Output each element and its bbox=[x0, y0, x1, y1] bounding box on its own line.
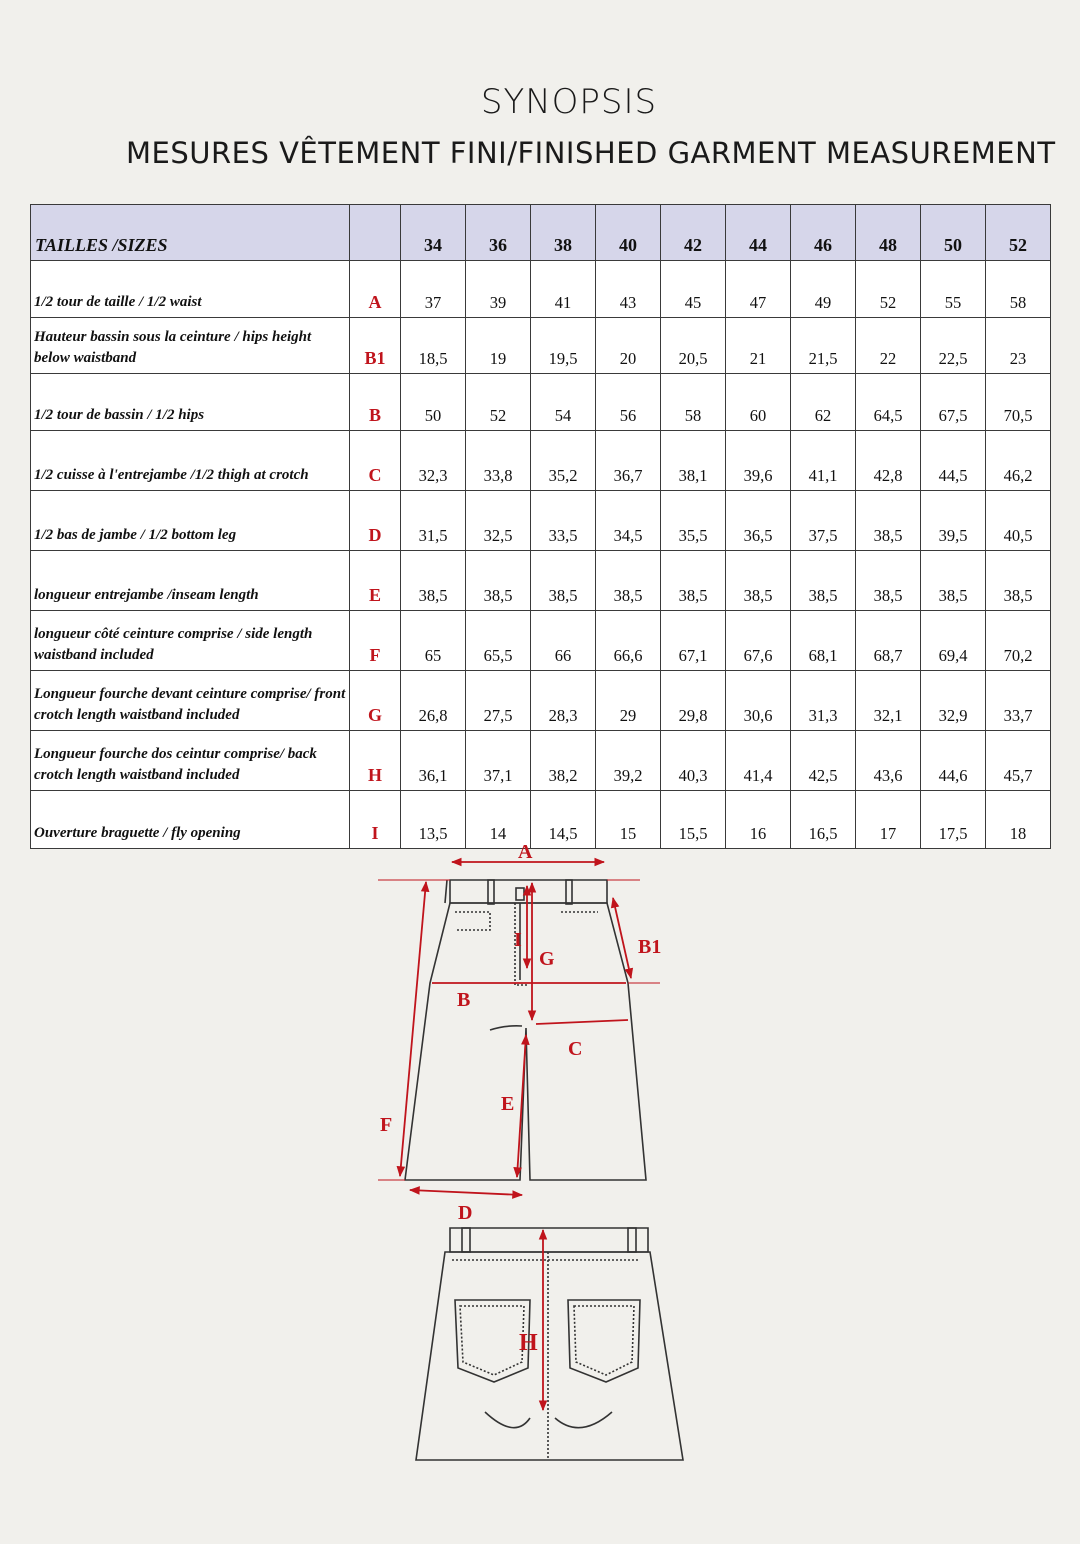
measurement-value: 14 bbox=[466, 791, 531, 849]
measurement-code: I bbox=[350, 791, 401, 849]
measurement-value: 38,5 bbox=[986, 551, 1051, 611]
measurement-value: 39,2 bbox=[596, 731, 661, 791]
measurement-value: 38,5 bbox=[661, 551, 726, 611]
measure-label-g: G bbox=[539, 948, 555, 970]
measurement-value: 32,3 bbox=[401, 431, 466, 491]
measurement-value: 32,5 bbox=[466, 491, 531, 551]
measurement-value: 33,5 bbox=[531, 491, 596, 551]
measurement-value: 27,5 bbox=[466, 671, 531, 731]
measurement-value: 32,9 bbox=[921, 671, 986, 731]
measure-label-c: C bbox=[568, 1038, 583, 1060]
measurement-value: 38,5 bbox=[531, 551, 596, 611]
measurement-value: 65,5 bbox=[466, 611, 531, 671]
measurement-label: 1/2 cuisse à l'entrejambe /1/2 thigh at crotch bbox=[31, 431, 350, 491]
measurement-value: 28,3 bbox=[531, 671, 596, 731]
measure-label-i: I bbox=[514, 929, 522, 951]
measurement-value: 39,5 bbox=[921, 491, 986, 551]
measure-label-d: D bbox=[458, 1202, 473, 1224]
measurement-value: 46,2 bbox=[986, 431, 1051, 491]
measurement-value: 31,5 bbox=[401, 491, 466, 551]
measurement-value: 38,5 bbox=[856, 491, 921, 551]
size-header-cell: 48 bbox=[856, 205, 921, 261]
measurement-value: 26,8 bbox=[401, 671, 466, 731]
page-subtitle: MESURES VÊTEMENT FINI/FINISHED GARMENT MEASUREMENT bbox=[126, 136, 1056, 170]
measurement-value: 44,5 bbox=[921, 431, 986, 491]
measurement-value: 67,1 bbox=[661, 611, 726, 671]
measurement-label: 1/2 tour de bassin / 1/2 hips bbox=[31, 374, 350, 431]
measurement-value: 54 bbox=[531, 374, 596, 431]
measurement-value: 30,6 bbox=[726, 671, 791, 731]
measurement-value: 29 bbox=[596, 671, 661, 731]
measurement-value: 18,5 bbox=[401, 318, 466, 374]
size-header-cell: 34 bbox=[401, 205, 466, 261]
measurement-value: 15 bbox=[596, 791, 661, 849]
measurement-value: 56 bbox=[596, 374, 661, 431]
measurement-value: 38,5 bbox=[401, 551, 466, 611]
measurement-value: 43,6 bbox=[856, 731, 921, 791]
measurement-value: 64,5 bbox=[856, 374, 921, 431]
measurement-value: 35,5 bbox=[661, 491, 726, 551]
measurement-value: 43 bbox=[596, 261, 661, 318]
measurement-value: 47 bbox=[726, 261, 791, 318]
measure-label-e: E bbox=[501, 1093, 515, 1115]
measurement-label: Hauteur bassin sous la ceinture / hips height below waistband bbox=[31, 318, 350, 374]
measurement-code: B bbox=[350, 374, 401, 431]
measure-label-b: B bbox=[457, 989, 471, 1011]
measurement-value: 42,5 bbox=[791, 731, 856, 791]
measurement-value: 39 bbox=[466, 261, 531, 318]
measurement-value: 13,5 bbox=[401, 791, 466, 849]
measurement-code: F bbox=[350, 611, 401, 671]
measurement-value: 38,5 bbox=[726, 551, 791, 611]
measurement-value: 38,5 bbox=[921, 551, 986, 611]
size-header-cell: 52 bbox=[986, 205, 1051, 261]
measurement-value: 40,3 bbox=[661, 731, 726, 791]
size-header-cell: 36 bbox=[466, 205, 531, 261]
size-header-cell: 38 bbox=[531, 205, 596, 261]
page-title: SYNOPSIS bbox=[480, 82, 658, 122]
size-header-cell: 42 bbox=[661, 205, 726, 261]
measurement-value: 36,5 bbox=[726, 491, 791, 551]
measurement-value: 37,1 bbox=[466, 731, 531, 791]
measurement-value: 35,2 bbox=[531, 431, 596, 491]
measurement-value: 14,5 bbox=[531, 791, 596, 849]
measurement-value: 66 bbox=[531, 611, 596, 671]
measurement-value: 16,5 bbox=[791, 791, 856, 849]
measurement-value: 68,7 bbox=[856, 611, 921, 671]
measurement-value: 38,5 bbox=[856, 551, 921, 611]
measurement-label: longueur entrejambe /inseam length bbox=[31, 551, 350, 611]
measurement-value: 55 bbox=[921, 261, 986, 318]
size-header-cell: 40 bbox=[596, 205, 661, 261]
measurement-value: 16 bbox=[726, 791, 791, 849]
measurement-code: C bbox=[350, 431, 401, 491]
front-view-drawing bbox=[405, 880, 646, 1180]
measure-label-f: F bbox=[380, 1114, 393, 1136]
measurement-label: longueur côté ceinture comprise / side length waistband included bbox=[31, 611, 350, 671]
measurement-value: 18 bbox=[986, 791, 1051, 849]
measurement-value: 41,1 bbox=[791, 431, 856, 491]
measurement-value: 62 bbox=[791, 374, 856, 431]
measurement-value: 42,8 bbox=[856, 431, 921, 491]
measurement-value: 67,5 bbox=[921, 374, 986, 431]
measurement-value: 37 bbox=[401, 261, 466, 318]
measurement-value: 37,5 bbox=[791, 491, 856, 551]
measurement-value: 41 bbox=[531, 261, 596, 318]
front-measurement-lines bbox=[378, 862, 660, 1195]
measurement-value: 49 bbox=[791, 261, 856, 318]
measurement-value: 50 bbox=[401, 374, 466, 431]
measurement-value: 20,5 bbox=[661, 318, 726, 374]
measurement-value: 19,5 bbox=[531, 318, 596, 374]
measurement-value: 60 bbox=[726, 374, 791, 431]
measurement-value: 58 bbox=[986, 261, 1051, 318]
measurement-value: 66,6 bbox=[596, 611, 661, 671]
measurement-value: 17 bbox=[856, 791, 921, 849]
measurement-value: 69,4 bbox=[921, 611, 986, 671]
measurement-value: 39,6 bbox=[726, 431, 791, 491]
measurement-value: 67,6 bbox=[726, 611, 791, 671]
measurement-value: 38,5 bbox=[791, 551, 856, 611]
measurement-value: 38,5 bbox=[596, 551, 661, 611]
measurement-value: 33,7 bbox=[986, 671, 1051, 731]
measurement-value: 29,8 bbox=[661, 671, 726, 731]
measurement-code: B1 bbox=[350, 318, 401, 374]
measurement-value: 41,4 bbox=[726, 731, 791, 791]
measurement-code: G bbox=[350, 671, 401, 731]
measure-label-h: H bbox=[519, 1330, 538, 1356]
measurement-value: 31,3 bbox=[791, 671, 856, 731]
measurement-value: 58 bbox=[661, 374, 726, 431]
size-header-cell: 44 bbox=[726, 205, 791, 261]
measurement-value: 44,6 bbox=[921, 731, 986, 791]
measurement-value: 52 bbox=[466, 374, 531, 431]
measurement-value: 38,2 bbox=[531, 731, 596, 791]
size-header-cell: 46 bbox=[791, 205, 856, 261]
sizes-header-label: TAILLES /SIZES bbox=[31, 205, 350, 261]
size-header-cell: 50 bbox=[921, 205, 986, 261]
measurement-value: 33,8 bbox=[466, 431, 531, 491]
measurement-value: 40,5 bbox=[986, 491, 1051, 551]
measurement-code: A bbox=[350, 261, 401, 318]
measurement-value: 23 bbox=[986, 318, 1051, 374]
measurement-value: 45 bbox=[661, 261, 726, 318]
measurement-value: 70,5 bbox=[986, 374, 1051, 431]
measurement-value: 19 bbox=[466, 318, 531, 374]
measurement-value: 21,5 bbox=[791, 318, 856, 374]
measurement-value: 36,7 bbox=[596, 431, 661, 491]
measurement-value: 20 bbox=[596, 318, 661, 374]
measure-label-a: A bbox=[518, 841, 533, 863]
measurement-value: 34,5 bbox=[596, 491, 661, 551]
measurement-code: H bbox=[350, 731, 401, 791]
measurement-value: 15,5 bbox=[661, 791, 726, 849]
measurement-value: 22 bbox=[856, 318, 921, 374]
measurement-value: 65 bbox=[401, 611, 466, 671]
measurement-value: 22,5 bbox=[921, 318, 986, 374]
measurement-value: 21 bbox=[726, 318, 791, 374]
measurement-code: E bbox=[350, 551, 401, 611]
measurement-label: Longueur fourche dos ceintur comprise/ back crotch length waistband included bbox=[31, 731, 350, 791]
measurement-label: Ouverture braguette / fly opening bbox=[31, 791, 350, 849]
measurement-value: 70,2 bbox=[986, 611, 1051, 671]
measurement-value: 38,5 bbox=[466, 551, 531, 611]
measurement-value: 38,1 bbox=[661, 431, 726, 491]
measurement-value: 68,1 bbox=[791, 611, 856, 671]
measurement-value: 52 bbox=[856, 261, 921, 318]
back-view-drawing bbox=[416, 1228, 683, 1460]
measurement-value: 32,1 bbox=[856, 671, 921, 731]
measurement-label: 1/2 tour de taille / 1/2 waist bbox=[31, 261, 350, 318]
measurement-label: 1/2 bas de jambe / 1/2 bottom leg bbox=[31, 491, 350, 551]
measurement-code: D bbox=[350, 491, 401, 551]
measurement-value: 45,7 bbox=[986, 731, 1051, 791]
measurement-label: Longueur fourche devant ceinture comprise/ front crotch length waistband included bbox=[31, 671, 350, 731]
measure-label-b1: B1 bbox=[638, 936, 662, 958]
measurement-value: 17,5 bbox=[921, 791, 986, 849]
measurement-value: 36,1 bbox=[401, 731, 466, 791]
